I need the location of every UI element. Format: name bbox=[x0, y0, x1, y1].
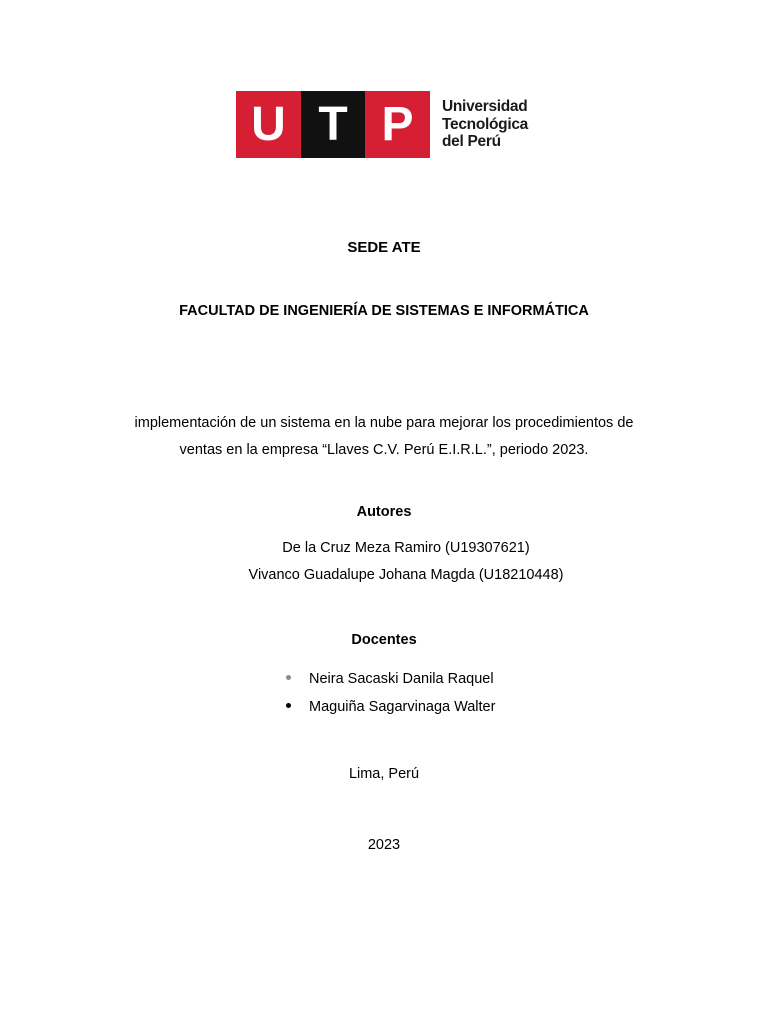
university-name-line-3: del Perú bbox=[442, 133, 501, 150]
logo-letter-p: P bbox=[365, 91, 430, 158]
docente-name: Maguiña Sagarvinaga Walter bbox=[309, 699, 496, 715]
bullet-icon bbox=[286, 675, 291, 680]
year-text: 2023 bbox=[367, 837, 401, 853]
facultad-heading: FACULTAD DE INGENIERÍA DE SISTEMAS E INFORMÁTICA bbox=[179, 303, 589, 319]
list-item bbox=[286, 699, 495, 715]
utp-logo bbox=[236, 91, 536, 158]
sede-heading: SEDE ATE bbox=[347, 239, 421, 256]
docente-name: Neira Sacaski Danila Raquel bbox=[309, 671, 494, 687]
university-name-line-2: Tecnológica bbox=[442, 115, 528, 133]
author-item: De la Cruz Meza Ramiro (U19307621) bbox=[282, 540, 530, 556]
author-item: Vivanco Guadalupe Johana Magda (U18210448) bbox=[248, 567, 564, 583]
docentes-heading: Docentes bbox=[351, 632, 417, 648]
thesis-title-line-2: ventas en la empresa “Llaves C.V. Perú E.I.R.L.”, periodo 2023. bbox=[179, 442, 589, 458]
place-text: Lima, Perú bbox=[348, 766, 420, 782]
autores-heading: Autores bbox=[356, 504, 412, 520]
list-item bbox=[286, 671, 494, 687]
utp-logo-mark bbox=[236, 91, 430, 158]
logo-letter-t: T bbox=[301, 91, 365, 158]
bullet-icon bbox=[286, 703, 291, 708]
logo-letter-u: U bbox=[236, 91, 301, 158]
thesis-title-line-1: implementación de un sistema en la nube para mejorar los procedimientos de bbox=[134, 415, 634, 431]
university-name-line-1: Universidad bbox=[442, 98, 528, 115]
university-name bbox=[442, 98, 542, 151]
